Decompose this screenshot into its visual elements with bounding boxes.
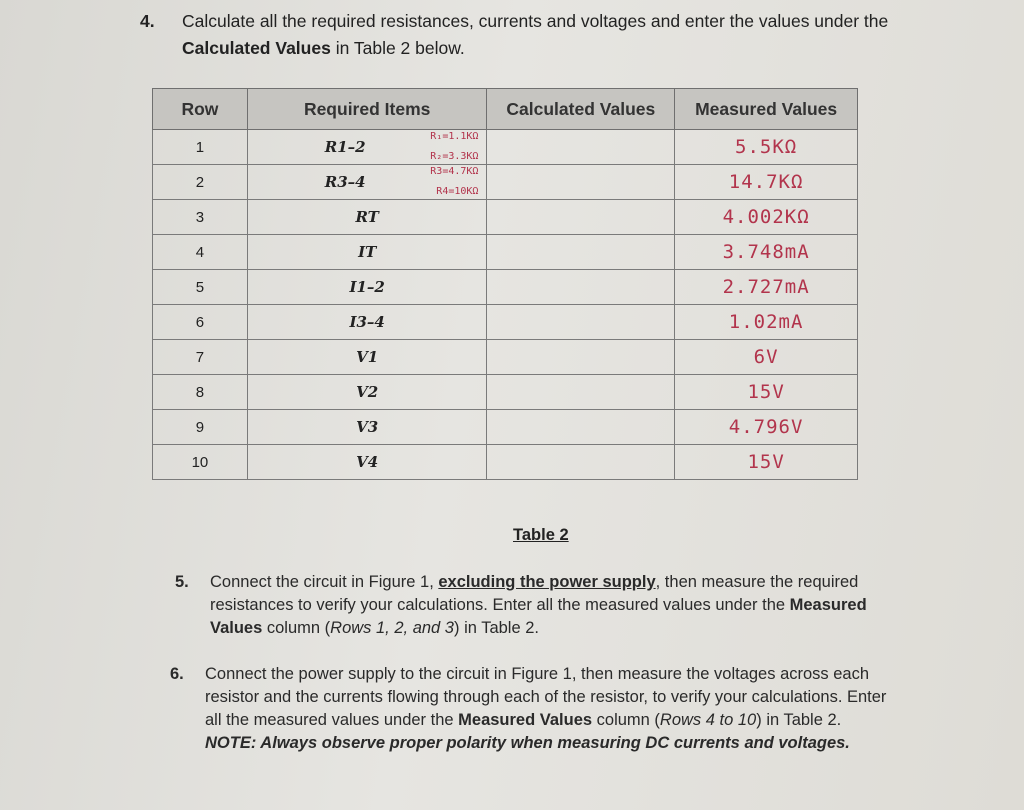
- calculated-value-cell[interactable]: [487, 130, 675, 165]
- question-4-number: 4.: [140, 11, 155, 31]
- calculated-value-cell[interactable]: [487, 340, 675, 375]
- row-number: 10: [153, 445, 248, 480]
- required-item: [247, 130, 487, 165]
- calculated-value-cell[interactable]: [487, 200, 675, 235]
- question-4: [140, 8, 900, 62]
- row-number: 5: [153, 270, 248, 305]
- required-item: [247, 305, 487, 340]
- handwritten-note: R3=4.7KΩ: [430, 166, 479, 177]
- calculated-value-cell[interactable]: [487, 165, 675, 200]
- measured-value: 6V: [675, 340, 858, 375]
- polarity-note: NOTE: Always observe proper polarity when measuring DC currents and voltages.: [205, 734, 850, 752]
- required-item-label: V4: [356, 453, 379, 471]
- header-required-items: Required Items: [247, 89, 487, 130]
- table-row: [153, 165, 858, 200]
- row-number: 2: [153, 165, 248, 200]
- header-row: Row: [153, 89, 248, 130]
- measured-value: 15V: [675, 445, 858, 480]
- question-5-text: Connect the circuit in Figure 1, excluding the power supply, then measure the required resistances to verify your calculations. Enter all the measured values under the Measured Values column (Rows 1, 2, and 3) in Table 2.: [210, 573, 867, 637]
- question-5: [175, 571, 895, 640]
- required-item: [247, 165, 487, 200]
- measured-value: 3.748mA: [675, 235, 858, 270]
- measured-value: 2.727mA: [675, 270, 858, 305]
- table-row: [153, 410, 858, 445]
- question-6-text: Connect the power supply to the circuit in Figure 1, then measure the voltages across each resistor and the currents flowing through each of the resistor, to verify your calculations. Enter all the measured values under the Measured Values column (Rows 4 to 10) in Table 2. NOTE: Always observe proper polarity when measuring DC currents and voltages.: [205, 665, 887, 752]
- required-item-label: I3–4: [349, 313, 385, 331]
- handwritten-note: R₁=1.1KΩ: [430, 131, 479, 142]
- table-row: [153, 200, 858, 235]
- required-item: [247, 445, 487, 480]
- handwritten-note: R4=10KΩ: [436, 186, 479, 197]
- header-measured-values: Measured Values: [675, 89, 858, 130]
- table-row: [153, 270, 858, 305]
- table-2: [152, 88, 858, 480]
- required-item-label: V2: [356, 383, 379, 401]
- question-5-number: 5.: [175, 573, 189, 591]
- row-number: 7: [153, 340, 248, 375]
- required-item: [247, 340, 487, 375]
- measured-value: 4.796V: [675, 410, 858, 445]
- required-item-label: RT: [355, 208, 379, 226]
- calculated-value-cell[interactable]: [487, 375, 675, 410]
- row-number: 3: [153, 200, 248, 235]
- calculated-value-cell[interactable]: [487, 235, 675, 270]
- handwritten-note: R₂=3.3KΩ: [430, 151, 479, 162]
- table-header-row: [153, 89, 858, 130]
- required-item-label: V1: [356, 348, 379, 366]
- row-number: 8: [153, 375, 248, 410]
- required-item: [247, 270, 487, 305]
- table-row: [153, 375, 858, 410]
- row-number: 1: [153, 130, 248, 165]
- calculated-value-cell[interactable]: [487, 305, 675, 340]
- required-item: [247, 200, 487, 235]
- required-item-label: IT: [358, 243, 377, 261]
- row-number: 9: [153, 410, 248, 445]
- table-row: [153, 305, 858, 340]
- measured-value: 15V: [675, 375, 858, 410]
- required-item-label: R3–4: [324, 173, 366, 191]
- calculated-value-cell[interactable]: [487, 410, 675, 445]
- measured-value: 14.7KΩ: [675, 165, 858, 200]
- required-item: [247, 410, 487, 445]
- calculated-value-cell[interactable]: [487, 270, 675, 305]
- question-4-text: Calculate all the required resistances, currents and voltages and enter the values under the Calculated Values in Table 2 below.: [182, 11, 889, 58]
- row-number: 4: [153, 235, 248, 270]
- measured-value: 1.02mA: [675, 305, 858, 340]
- question-6: [170, 663, 890, 755]
- table-row: [153, 130, 858, 165]
- question-6-number: 6.: [170, 665, 184, 683]
- required-item-label: V3: [356, 418, 379, 436]
- measured-value: 5.5KΩ: [675, 130, 858, 165]
- calculated-value-cell[interactable]: [487, 445, 675, 480]
- table-row: [153, 445, 858, 480]
- header-calculated-values: Calculated Values: [487, 89, 675, 130]
- row-number: 6: [153, 305, 248, 340]
- required-item-label: R1–2: [324, 138, 366, 156]
- measured-value: 4.002KΩ: [675, 200, 858, 235]
- required-item: [247, 375, 487, 410]
- table-row: [153, 235, 858, 270]
- table-row: [153, 340, 858, 375]
- table-caption: Table 2: [513, 526, 569, 544]
- required-item: [247, 235, 487, 270]
- required-item-label: I1–2: [349, 278, 385, 296]
